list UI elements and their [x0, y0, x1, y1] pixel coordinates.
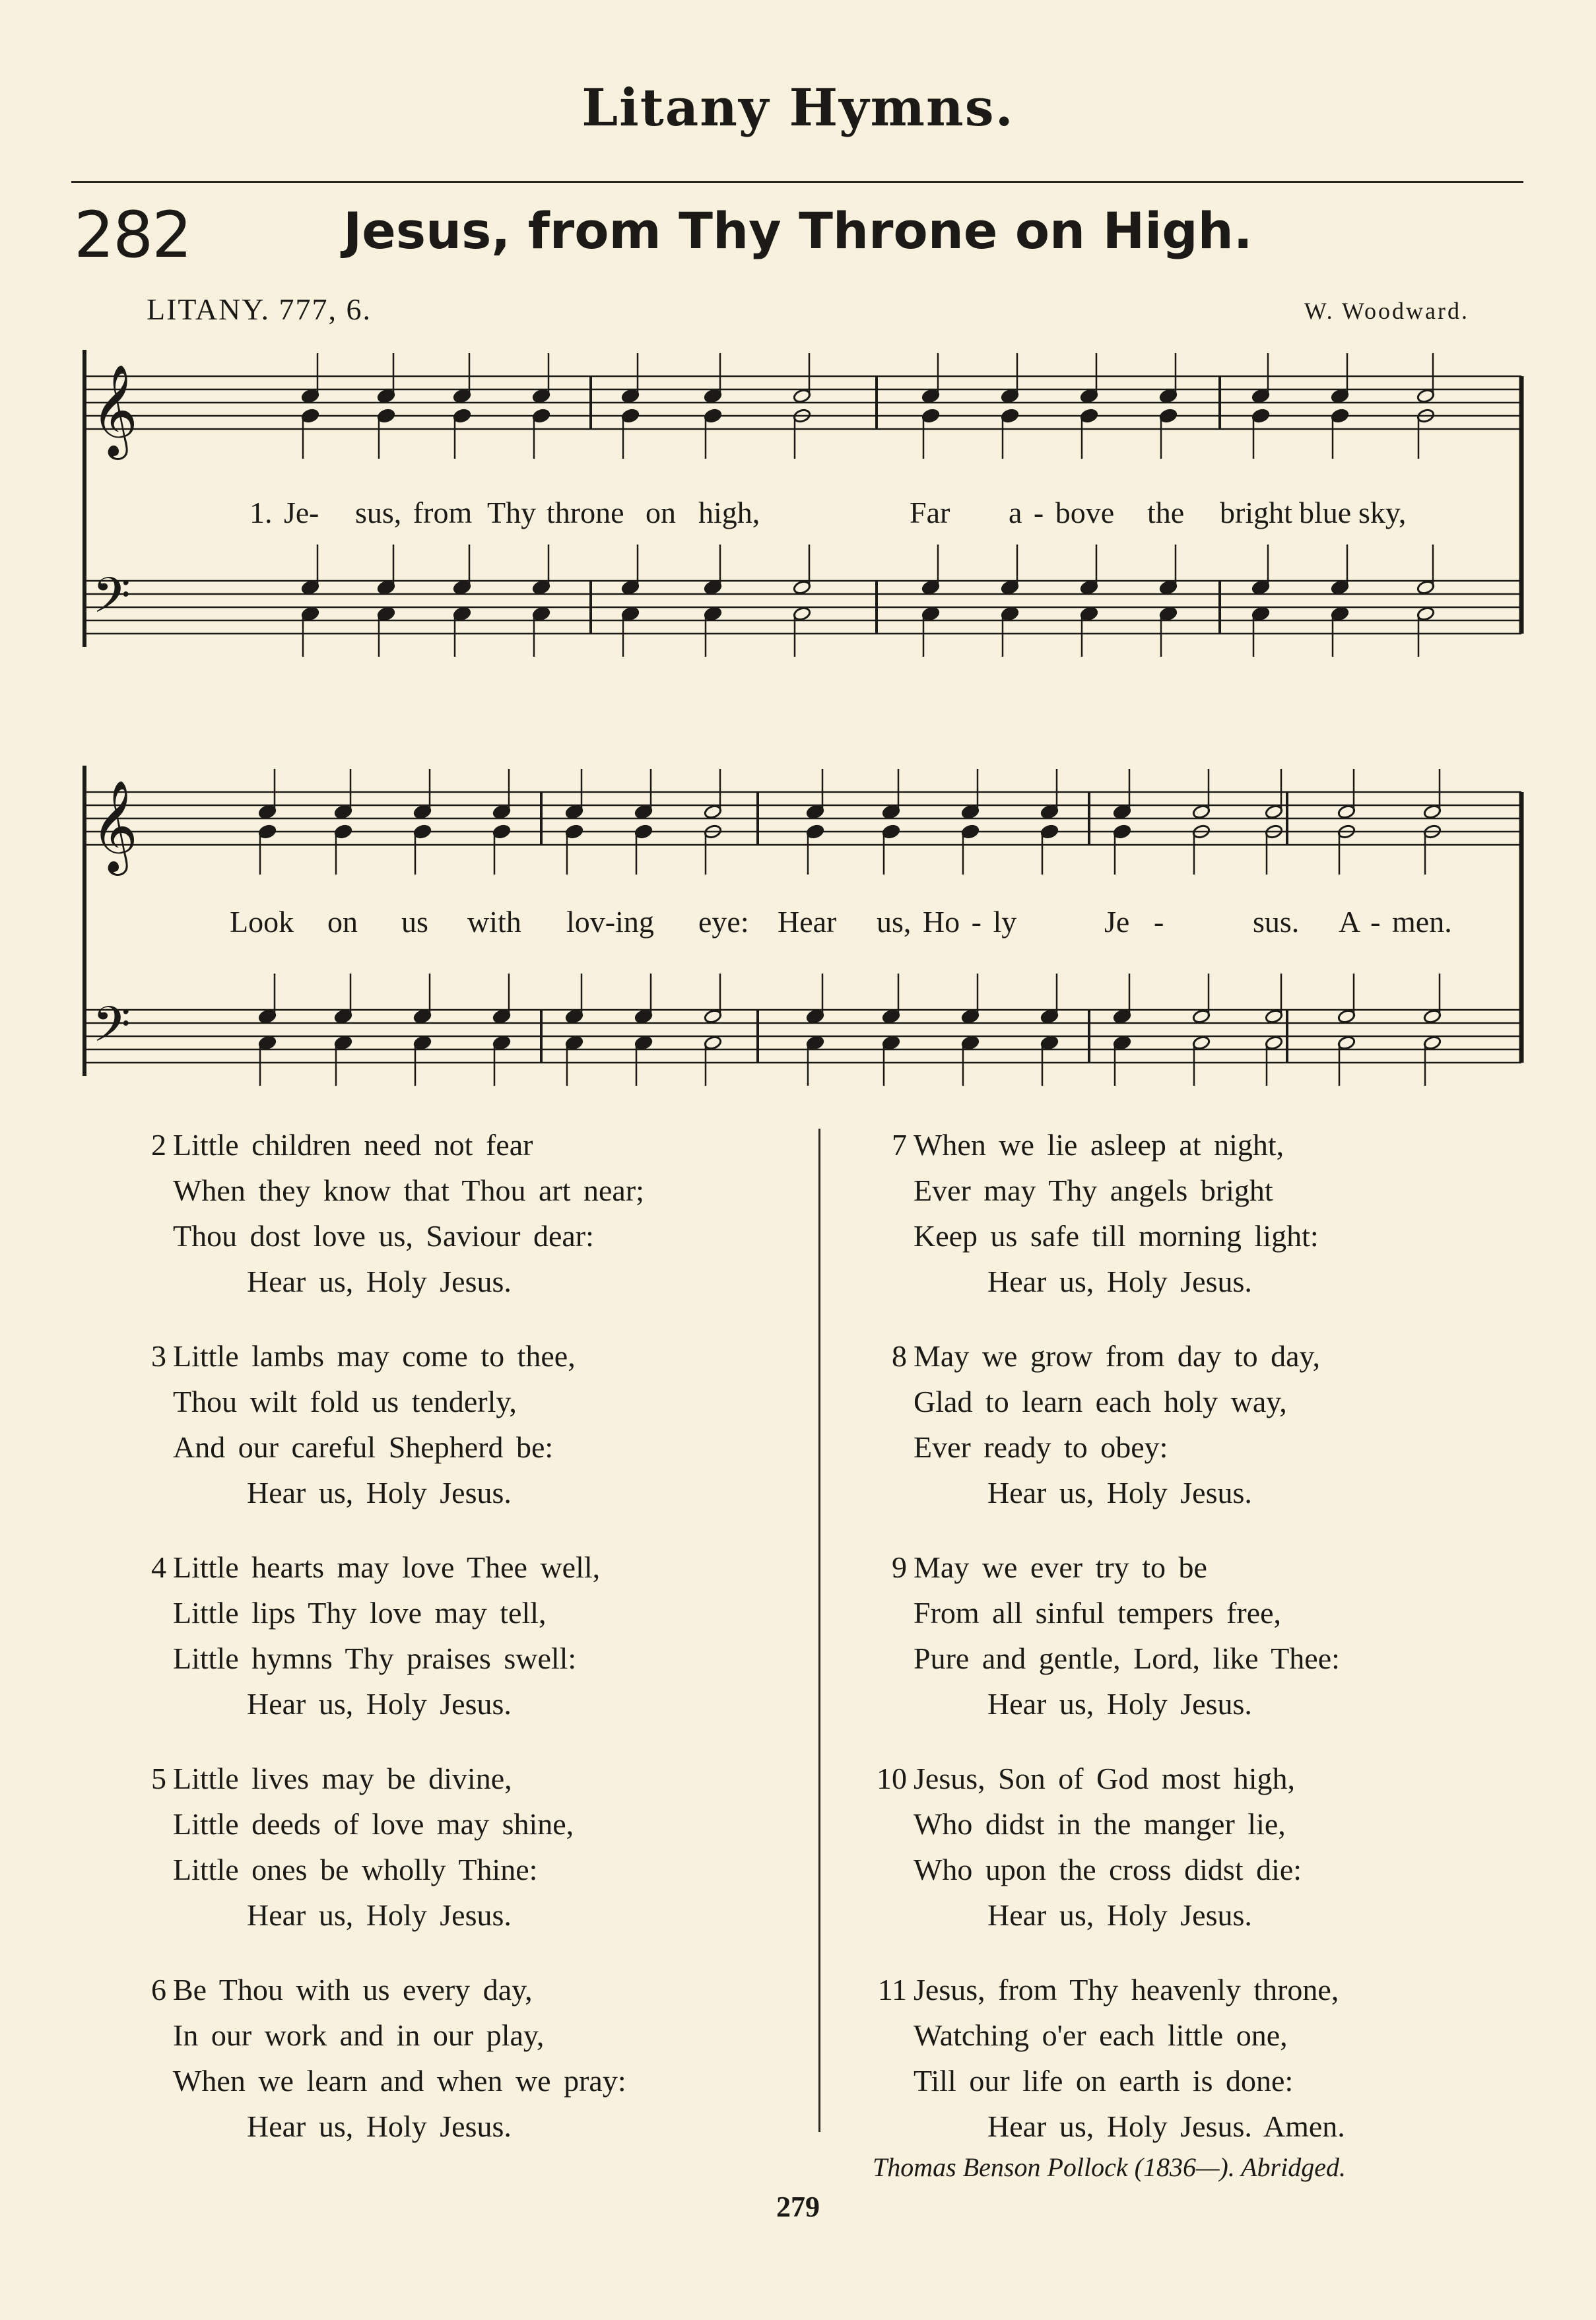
verse-line: Ever may Thy angels bright	[914, 1174, 1273, 1207]
verse	[892, 1333, 1321, 1515]
verse-refrain: Hear us, Holy Jesus.	[247, 1898, 512, 1932]
verse-line: Little lambs may come to thee,	[173, 1339, 576, 1373]
verse-number: 10	[877, 1762, 907, 1795]
verse-line: When we learn and when we pray:	[173, 2064, 626, 2098]
verse	[877, 1967, 1345, 2149]
verse-line: Who upon the cross didst die:	[914, 1853, 1302, 1886]
lyric-syllable: lov-ing	[566, 905, 654, 939]
verse-line: Who didst in the manger lie,	[914, 1807, 1286, 1841]
lyric-syllable: 1. Je	[249, 496, 310, 529]
bass-clef-icon: 𝄢	[92, 996, 131, 1065]
verse-line: Ever ready to obey:	[914, 1430, 1168, 1464]
lyric-syllable: on	[646, 496, 676, 529]
lyric-syllable: Far	[910, 496, 950, 529]
verse-line: Jesus, from Thy heavenly throne,	[914, 1973, 1339, 2006]
lyric-syllable: sky,	[1358, 496, 1407, 529]
verse-refrain: Hear us, Holy Jesus.	[987, 1476, 1252, 1509]
verse	[151, 1756, 574, 1938]
verse-number: 8	[892, 1339, 907, 1373]
verse	[892, 1122, 1319, 1304]
treble-clef-icon: 𝄞	[91, 780, 138, 872]
verse-refrain: Hear us, Holy Jesus.	[247, 1265, 512, 1298]
lyric-syllable: high,	[698, 496, 760, 529]
lyric-syllable: A - men.	[1339, 905, 1452, 939]
verse	[892, 1544, 1340, 1727]
tune-name: LITANY. 777, 6.	[147, 292, 372, 326]
hymn-title: Jesus, from Thy Throne on High.	[343, 201, 1253, 260]
verse-line: In our work and in our play,	[173, 2018, 545, 2052]
verse-line: Jesus, Son of God most high,	[914, 1762, 1295, 1795]
lyric-syllable: sus.	[1253, 905, 1300, 939]
verse	[151, 1544, 601, 1727]
verse-refrain: Hear us, Holy Jesus.	[247, 1687, 512, 1721]
verse-line: And our careful Shepherd be:	[173, 1430, 554, 1464]
lyric-syllable: -	[309, 496, 319, 529]
verse-refrain: Hear us, Holy Jesus.	[987, 1687, 1252, 1721]
verse-number: 7	[892, 1128, 907, 1162]
verse-number: 9	[892, 1550, 907, 1584]
lyric-syllable: sus, from	[355, 496, 473, 529]
verse-line: Thou dost love us, Saviour dear:	[173, 1219, 594, 1253]
lyric-syllable: throne	[547, 496, 624, 529]
lyric-syllable: us, Ho - ly	[877, 905, 1017, 939]
verse-line: Little children need not fear	[173, 1128, 533, 1162]
verse-line: When we lie asleep at night,	[914, 1128, 1284, 1162]
verse-line: Glad to learn each holy way,	[914, 1385, 1287, 1418]
verse-number: 11	[877, 1973, 907, 2006]
composer-name: W. Woodward.	[1304, 298, 1469, 324]
verse-number: 2	[151, 1128, 166, 1162]
verse	[877, 1756, 1302, 1938]
author-attribution: Thomas Benson Pollock (1836—). Abridged.	[873, 2152, 1346, 2182]
verse-line: Little lives may be divine,	[173, 1762, 512, 1795]
page-number: 279	[776, 2191, 820, 2223]
verse-refrain: Hear us, Holy Jesus. Amen.	[987, 2109, 1345, 2143]
verse-line: From all sinful tempers free,	[914, 1596, 1282, 1630]
verse-number: 6	[151, 1973, 166, 2006]
section-title: Litany Hymns.	[582, 78, 1014, 138]
verse-refrain: Hear us, Holy Jesus.	[247, 1476, 512, 1509]
lyric-syllable: Je	[1104, 905, 1130, 939]
verse-number: 4	[151, 1550, 166, 1584]
music-score	[0, 0, 1596, 1135]
verse-number: 3	[151, 1339, 166, 1373]
verse-line: Keep us safe till morning light:	[914, 1219, 1319, 1253]
verse	[151, 1333, 576, 1515]
lyric-syllable: us	[401, 905, 428, 939]
lyric-syllable: Thy	[487, 496, 537, 529]
lyric-syllable: Look	[230, 905, 294, 939]
verse-line: Watching o'er each little one,	[914, 2018, 1288, 2052]
lyric-syllable: with	[467, 905, 521, 939]
lyric-syllable: eye:	[698, 905, 749, 939]
lyric-syllable: a - bove	[1009, 496, 1115, 529]
verse	[151, 1967, 626, 2149]
verse-refrain: Hear us, Holy Jesus.	[987, 1898, 1252, 1932]
verse-line: Till our life on earth is done:	[914, 2064, 1294, 2098]
verse-line: Little ones be wholly Thine:	[173, 1853, 538, 1886]
verse-line: Be Thou with us every day,	[173, 1973, 533, 2006]
verse-number: 5	[151, 1762, 166, 1795]
verse-line: May we grow from day to day,	[914, 1339, 1321, 1373]
lyric-syllable: the	[1147, 496, 1185, 529]
verse	[151, 1122, 644, 1304]
verse-line: Little deeds of love may shine,	[173, 1807, 574, 1841]
lyric-syllable: on	[327, 905, 358, 939]
verse-line: Little hymns Thy praises swell:	[173, 1641, 577, 1675]
bass-clef-icon: 𝄢	[92, 567, 131, 636]
verse-line: Pure and gentle, Lord, like Thee:	[914, 1641, 1340, 1675]
verse-line: Thou wilt fold us tenderly,	[173, 1385, 517, 1418]
column-divider	[818, 1129, 820, 2132]
lyric-syllable: blue	[1299, 496, 1352, 529]
lyric-syllable: -	[1154, 905, 1164, 939]
verse-line: When they know that Thou art near;	[173, 1174, 644, 1207]
treble-clef-icon: 𝄞	[91, 364, 138, 456]
lyric-syllable: Hear	[778, 905, 837, 939]
verse-line: Little hearts may love Thee well,	[173, 1550, 601, 1584]
verse-refrain: Hear us, Holy Jesus.	[987, 1265, 1252, 1298]
lyric-syllable: bright	[1220, 496, 1292, 529]
hymn-number: 282	[74, 198, 191, 272]
verse-line: Little lips Thy love may tell,	[173, 1596, 547, 1630]
verse-line: May we ever try to be	[914, 1550, 1207, 1584]
verse-refrain: Hear us, Holy Jesus.	[247, 2109, 512, 2143]
